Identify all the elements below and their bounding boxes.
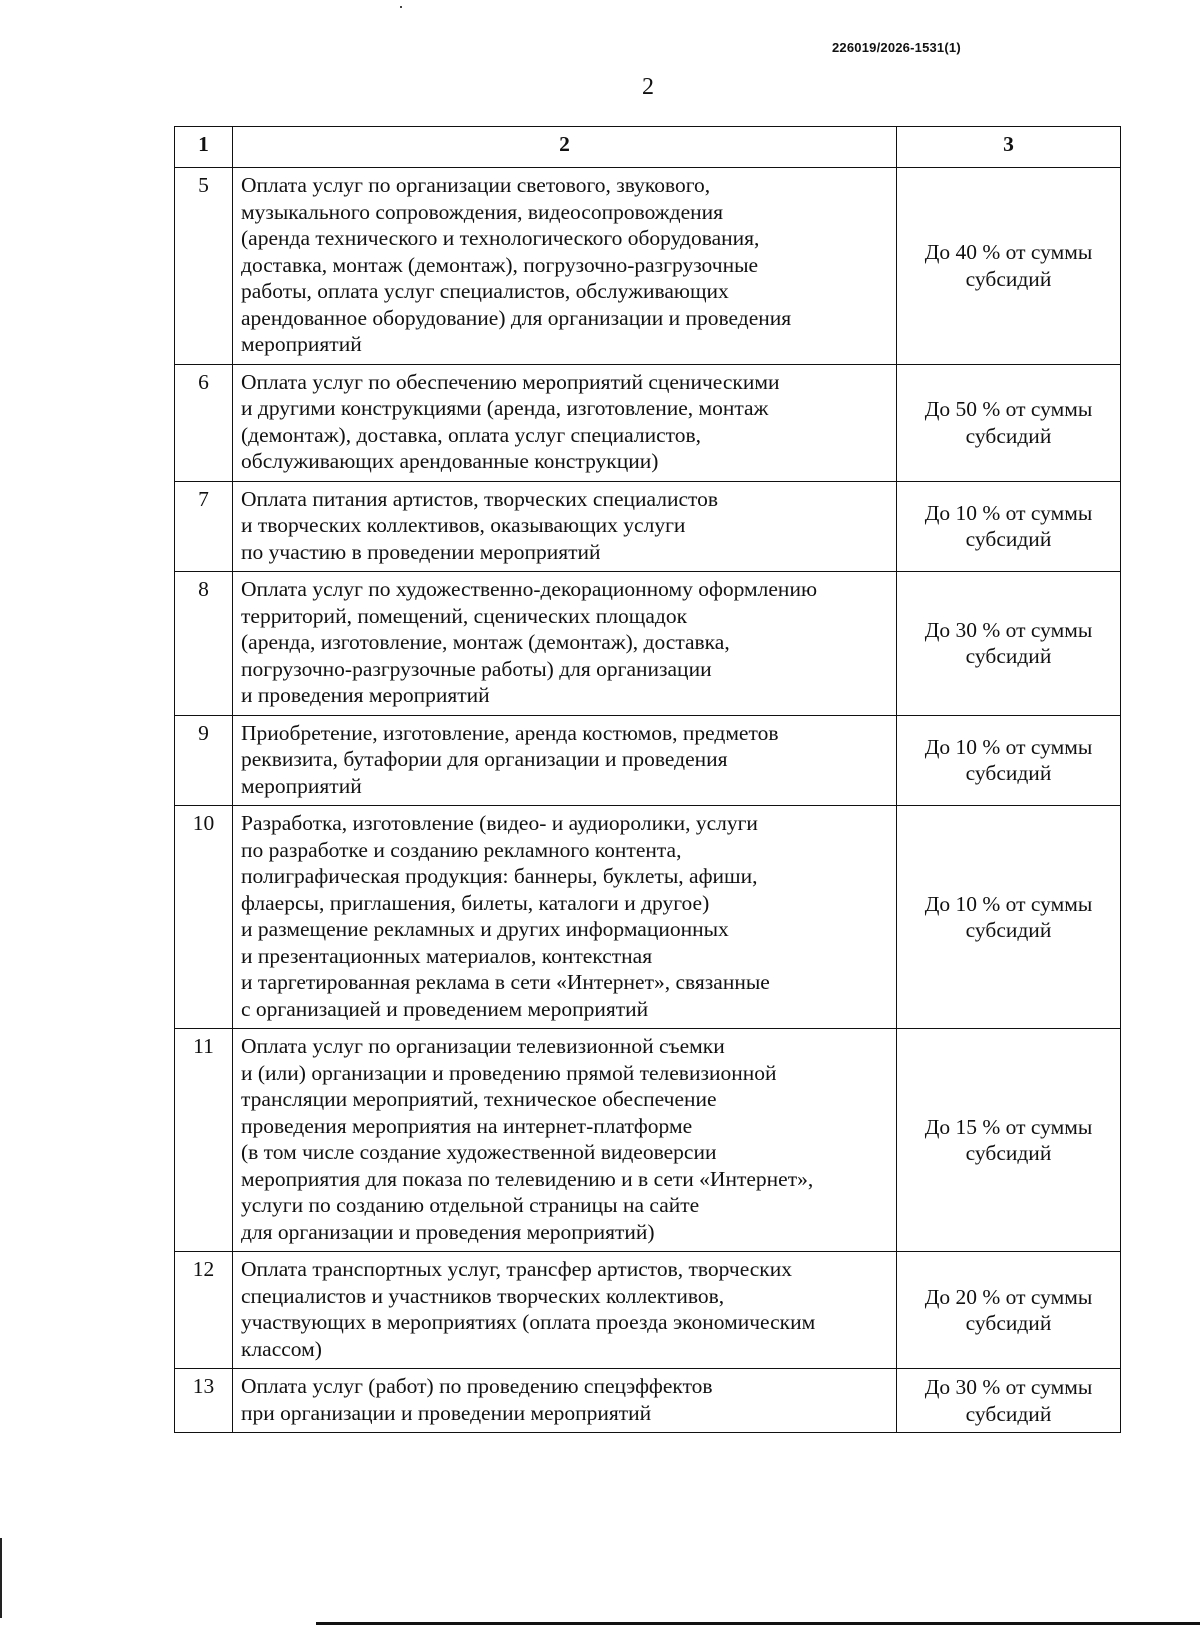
description-line: при организации и проведении мероприятий — [241, 1400, 652, 1425]
description-line: Оплата транспортных услуг, трансфер артистов, творческих — [241, 1257, 793, 1281]
expense-description — [233, 715, 897, 806]
description-line: специалистов и участников творческих коллективов, — [241, 1283, 725, 1308]
expense-description — [233, 1369, 897, 1433]
column-header-number: 1 — [175, 127, 233, 168]
scan-bottom-rule — [316, 1622, 1200, 1625]
share-line: До 30 % от суммы — [924, 617, 1093, 642]
share-line: До 20 % от суммы — [924, 1284, 1093, 1309]
row-number: 5 — [175, 168, 233, 365]
expense-description — [233, 364, 897, 481]
description-line: работы, оплата услуг специалистов, обслуживающих — [241, 279, 729, 303]
share-line: субсидий — [965, 1401, 1052, 1426]
table-row — [175, 806, 1121, 1029]
expense-description — [233, 481, 897, 572]
description-line: (в том числе создание художественной видеоверсии — [241, 1140, 717, 1164]
description-line: и проведения мероприятий — [241, 683, 490, 707]
expense-description — [233, 168, 897, 365]
share-line: субсидий — [965, 761, 1052, 786]
description-line: участвующих в мероприятиях (оплата проезда экономическим — [241, 1310, 816, 1334]
description-line: Оплата питания артистов, творческих специалистов — [241, 486, 719, 511]
share-line: До 10 % от суммы — [924, 500, 1093, 525]
document-id: 226019/2026-1531(1) — [832, 40, 961, 55]
description-line: и другими конструкциями (аренда, изготовление, монтаж — [241, 396, 769, 420]
row-number: 8 — [175, 572, 233, 716]
description-line: мероприятия для показа по телевидению и в сети «Интернет», — [241, 1166, 814, 1191]
row-number: 7 — [175, 481, 233, 572]
description-line: трансляции мероприятий, техническое обеспечение — [241, 1087, 717, 1111]
scan-edge-mark — [0, 1538, 2, 1618]
share-line: До 50 % от суммы — [924, 397, 1093, 421]
table-header-row — [175, 127, 1121, 168]
description-line: Разработка, изготовление (видео- и аудиоролики, услуги — [241, 811, 758, 835]
description-line: территорий, помещений, сценических площадок — [241, 603, 688, 628]
description-line: Оплата услуг (работ) по проведению спецэффектов — [241, 1374, 713, 1398]
row-number: 9 — [175, 715, 233, 806]
description-line: доставка, монтаж (демонтаж), погрузочно-разгрузочные — [241, 252, 759, 277]
table-row — [175, 572, 1121, 716]
scan-artifact-dot — [400, 6, 402, 8]
expense-share-table — [174, 126, 1121, 1433]
description-line: с организацией и проведением мероприятий — [241, 996, 649, 1021]
subsidy-share — [897, 364, 1121, 481]
description-line: и презентационных материалов, контекстная — [241, 943, 653, 968]
description-line: классом) — [241, 1336, 322, 1361]
description-line: по разработке и созданию рекламного контента, — [241, 837, 682, 862]
description-line: погрузочно-разгрузочные работы) для организации — [241, 656, 712, 681]
subsidy-share — [897, 168, 1121, 365]
share-line: субсидий — [965, 918, 1052, 942]
row-number: 6 — [175, 364, 233, 481]
page-number: 2 — [642, 74, 654, 100]
description-line: (аренда технического и технологического оборудования, — [241, 226, 760, 250]
row-number: 11 — [175, 1029, 233, 1252]
subsidy-share — [897, 1029, 1121, 1252]
subsidy-share — [897, 481, 1121, 572]
share-line: До 30 % от суммы — [924, 1375, 1093, 1399]
row-number: 13 — [175, 1369, 233, 1433]
row-number: 12 — [175, 1252, 233, 1369]
share-line: субсидий — [965, 1311, 1052, 1335]
share-line: субсидий — [965, 527, 1052, 552]
subsidy-share — [897, 806, 1121, 1029]
description-line: Оплата услуг по организации телевизионной съемки — [241, 1034, 725, 1058]
subsidy-share — [897, 1369, 1121, 1433]
description-line: услуги по созданию отдельной страницы на сайте — [241, 1193, 700, 1217]
description-line: и таргетированная реклама в сети «Интернет», связанные — [241, 970, 770, 994]
description-line: и размещение рекламных и других информационных — [241, 917, 729, 941]
table-row — [175, 168, 1121, 365]
description-line: мероприятий — [241, 332, 362, 356]
subsidy-share — [897, 1252, 1121, 1369]
table-row — [175, 364, 1121, 481]
subsidy-share — [897, 715, 1121, 806]
share-line: До 40 % от суммы — [924, 240, 1093, 265]
description-line: (демонтаж), доставка, оплата услуг специалистов, — [241, 422, 702, 447]
row-number: 10 — [175, 806, 233, 1029]
share-line: субсидий — [965, 1141, 1052, 1165]
share-line: субсидий — [965, 644, 1052, 669]
column-header-share: 3 — [897, 127, 1121, 168]
description-line: арендованное оборудование) для организации и проведения — [241, 305, 792, 330]
description-line: и творческих коллективов, оказывающих услуги — [241, 513, 686, 537]
share-line: До 10 % от суммы — [924, 891, 1093, 916]
description-line: по участию в проведении мероприятий — [241, 539, 601, 564]
expense-description — [233, 1252, 897, 1369]
description-line: и (или) организации и проведению прямой телевизионной — [241, 1060, 777, 1085]
description-line: проведения мероприятия на интернет-платформе — [241, 1113, 693, 1138]
description-line: (аренда, изготовление, монтаж (демонтаж), доставка, — [241, 630, 730, 654]
description-line: реквизита, бутафории для организации и проведения — [241, 747, 728, 771]
description-line: мероприятий — [241, 773, 362, 798]
expense-description — [233, 806, 897, 1029]
description-line: Оплата услуг по организации светового, звукового, — [241, 173, 711, 197]
expense-description — [233, 1029, 897, 1252]
table-row — [175, 715, 1121, 806]
subsidy-share — [897, 572, 1121, 716]
description-line: полиграфическая продукция: баннеры, буклеты, афиши, — [241, 864, 758, 888]
share-line: До 15 % от суммы — [924, 1114, 1093, 1139]
table-row — [175, 1369, 1121, 1433]
table-body — [175, 168, 1121, 1433]
share-line: субсидий — [965, 266, 1052, 291]
column-header-expense: 2 — [233, 127, 897, 168]
table-row — [175, 1029, 1121, 1252]
share-line: До 10 % от суммы — [924, 734, 1093, 759]
description-line: музыкального сопровождения, видеосопровождения — [241, 199, 724, 224]
share-line: субсидий — [965, 423, 1052, 448]
description-line: обслуживающих арендованные конструкции) — [241, 449, 659, 473]
description-line: Оплата услуг по обеспечению мероприятий сценическими — [241, 369, 780, 394]
description-line: флаерсы, приглашения, билеты, каталоги и другое) — [241, 890, 710, 915]
description-line: Приобретение, изготовление, аренда костюмов, предметов — [241, 720, 779, 745]
table-row — [175, 1252, 1121, 1369]
description-line: для организации и проведения мероприятий) — [241, 1219, 655, 1244]
description-line: Оплата услуг по художественно-декорационному оформлению — [241, 577, 818, 601]
table-row — [175, 481, 1121, 572]
expense-description — [233, 572, 897, 716]
